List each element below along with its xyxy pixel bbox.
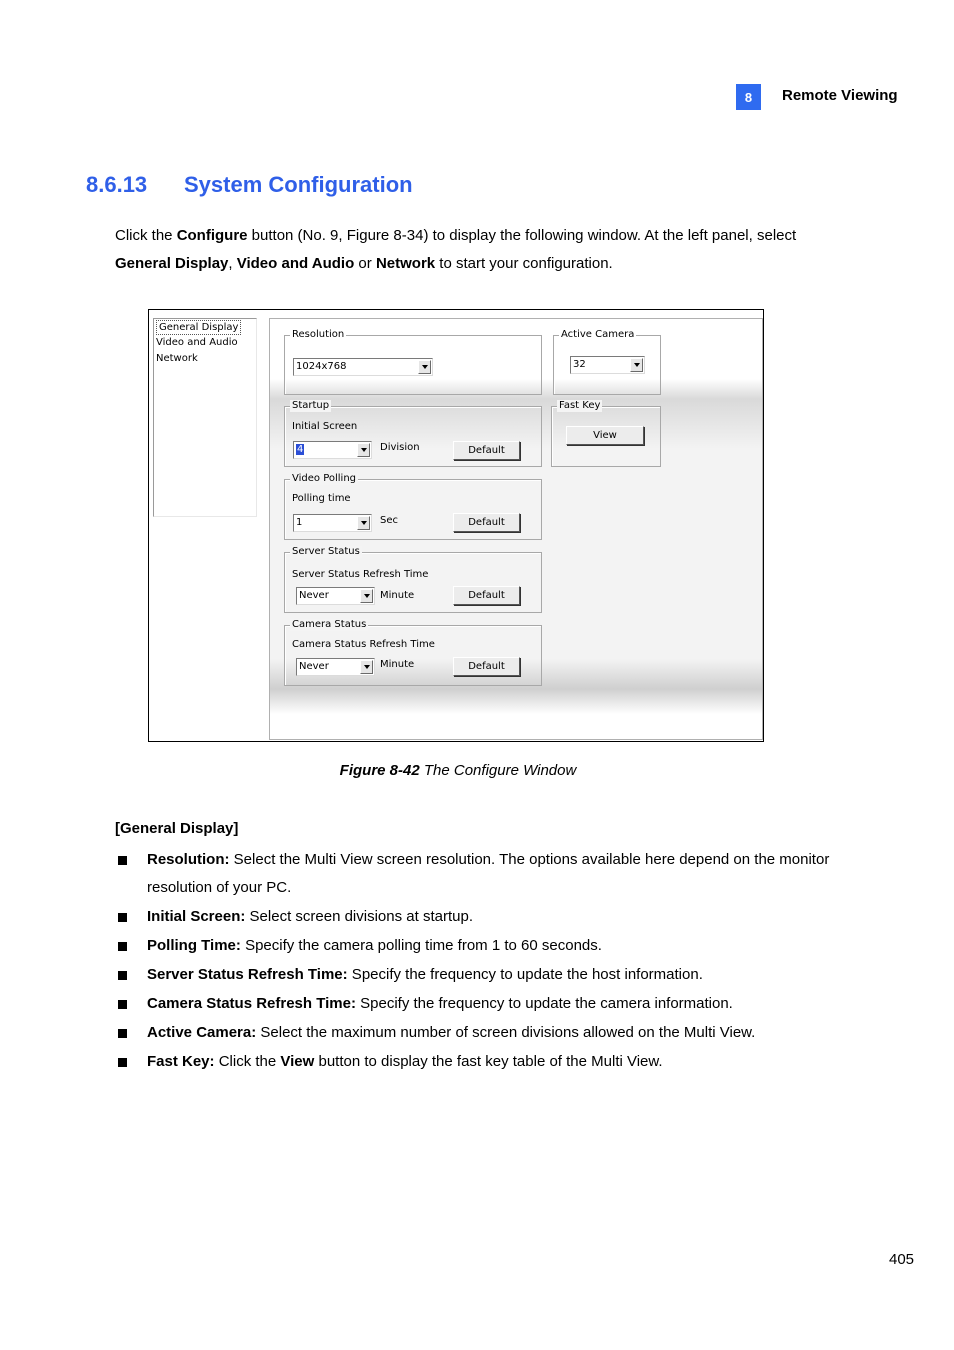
server-status-group (284, 546, 542, 613)
chevron-down-icon[interactable] (418, 360, 431, 374)
video-polling-group (284, 473, 542, 540)
bullet-term: Polling Time: (147, 937, 241, 954)
nav-item-network[interactable]: Network (156, 353, 198, 364)
bullet-term: Initial Screen: (147, 908, 246, 925)
division-label: Division (380, 442, 420, 453)
startup-legend: Startup (292, 400, 330, 411)
intro-text: to start your configuration. (435, 255, 613, 272)
intro-bold-configure: Configure (176, 227, 248, 244)
bullet-text: Select the maximum number of screen divisions allowed on the Multi View. (256, 1024, 756, 1041)
server-minute-label: Minute (380, 590, 415, 601)
server-refresh-label: Server Status Refresh Time (292, 569, 429, 580)
intro-paragraph (115, 222, 855, 278)
config-main-panel (269, 318, 763, 740)
nav-item-general-display[interactable] (154, 319, 256, 335)
nav-item-general-display-label: General Display (156, 320, 241, 335)
section-title (86, 172, 413, 198)
intro-text: , (228, 255, 237, 272)
bullet-square-icon (118, 971, 127, 980)
bullet-square-icon (118, 856, 127, 865)
camera-status-group (284, 619, 542, 686)
fast-key-legend: Fast Key (559, 400, 601, 411)
resolution-group (284, 329, 542, 395)
list-item (115, 990, 855, 1018)
camera-status-legend: Camera Status (292, 619, 367, 630)
intro-bold-network: Network (375, 255, 436, 272)
list-item (115, 903, 855, 931)
intro-text: button (No. 9, Figure 8-34) to display the following window. At the left panel, select (247, 227, 797, 244)
startup-group (284, 400, 542, 467)
bullet-term: Fast Key: (147, 1053, 215, 1070)
camera-refresh-value: Never (299, 661, 329, 672)
list-item (115, 1048, 855, 1076)
camera-minute-label: Minute (380, 659, 415, 670)
polling-time-select[interactable] (293, 514, 372, 532)
server-status-legend: Server Status (292, 546, 360, 557)
figure-label: Figure 8-42 (339, 762, 420, 779)
section-number: 8.6.13 (86, 172, 148, 197)
startup-default-button[interactable]: Default (453, 441, 520, 460)
page-number: 405 (889, 1251, 915, 1268)
resolution-select[interactable] (293, 358, 433, 376)
active-camera-legend: Active Camera (561, 329, 635, 340)
config-nav-list (153, 318, 257, 517)
bullet-square-icon (118, 1058, 127, 1067)
server-refresh-value: Never (299, 590, 329, 601)
list-item (115, 961, 855, 989)
initial-screen-value: 4 (297, 444, 304, 455)
nav-item-video-audio[interactable]: Video and Audio (156, 337, 238, 348)
polling-default-button[interactable]: Default (453, 513, 520, 532)
intro-bold-general-display: General Display (115, 255, 229, 272)
bullet-term: Active Camera: (147, 1024, 257, 1041)
sec-label: Sec (380, 515, 398, 526)
bullet-bold-view: View (280, 1053, 315, 1070)
chevron-down-icon[interactable] (357, 516, 370, 530)
camera-refresh-select[interactable] (296, 658, 375, 676)
active-camera-select[interactable] (570, 356, 645, 374)
bullet-text: Click the (214, 1053, 281, 1070)
polling-time-value: 1 (296, 517, 303, 528)
bullet-list (115, 846, 855, 1077)
chevron-down-icon[interactable] (360, 589, 373, 603)
intro-text: Click the (115, 227, 177, 244)
chevron-down-icon[interactable] (360, 660, 373, 674)
video-polling-legend: Video Polling (292, 473, 357, 484)
bullet-term: Server Status Refresh Time: (147, 966, 348, 983)
camera-refresh-label: Camera Status Refresh Time (292, 639, 435, 650)
initial-screen-select[interactable] (293, 441, 372, 459)
initial-screen-label: Initial Screen (292, 421, 358, 432)
bullet-text: Select the Multi View screen resolution. The options available here depend on the monitor resolution of your PC. (147, 851, 830, 896)
bullet-term: Camera Status Refresh Time: (147, 995, 356, 1012)
polling-time-label: Polling time (292, 493, 351, 504)
resolution-value: 1024x768 (296, 361, 347, 372)
resolution-legend: Resolution (292, 329, 345, 340)
bullet-text: Specify the camera polling time from 1 to 60 seconds. (240, 937, 602, 954)
chevron-down-icon[interactable] (630, 358, 643, 372)
general-display-heading: [General Display] (115, 820, 239, 837)
section-title-text: System Configuration (184, 172, 413, 197)
chapter-badge: 8 (736, 84, 761, 110)
bullet-square-icon (118, 913, 127, 922)
bullet-square-icon (118, 1029, 127, 1038)
chapter-title: Remote Viewing (782, 87, 898, 104)
fast-key-group (551, 400, 661, 467)
active-camera-group (553, 329, 661, 395)
bullet-text: button to display the fast key table of the Multi View. (314, 1053, 663, 1070)
figure-caption-text: The Configure Window (419, 762, 577, 779)
bullet-text: Specify the frequency to update the camera information. (355, 995, 733, 1012)
fast-key-view-button[interactable]: View (566, 426, 644, 445)
intro-bold-video-audio: Video and Audio (236, 255, 355, 272)
list-item (115, 1019, 855, 1047)
bullet-term: Resolution: (147, 851, 230, 868)
bullet-text: Select screen divisions at startup. (245, 908, 473, 925)
chevron-down-icon[interactable] (357, 443, 370, 457)
configure-window (148, 309, 764, 742)
server-refresh-select[interactable] (296, 587, 375, 605)
bullet-square-icon (118, 942, 127, 951)
list-item (115, 846, 855, 902)
bullet-square-icon (118, 1000, 127, 1009)
active-camera-value: 32 (573, 359, 586, 370)
bullet-text: Specify the frequency to update the host information. (347, 966, 703, 983)
camera-default-button[interactable]: Default (453, 657, 520, 676)
figure-caption (0, 762, 916, 779)
intro-text: or (354, 255, 376, 272)
list-item (115, 932, 855, 960)
server-default-button[interactable]: Default (453, 586, 520, 605)
